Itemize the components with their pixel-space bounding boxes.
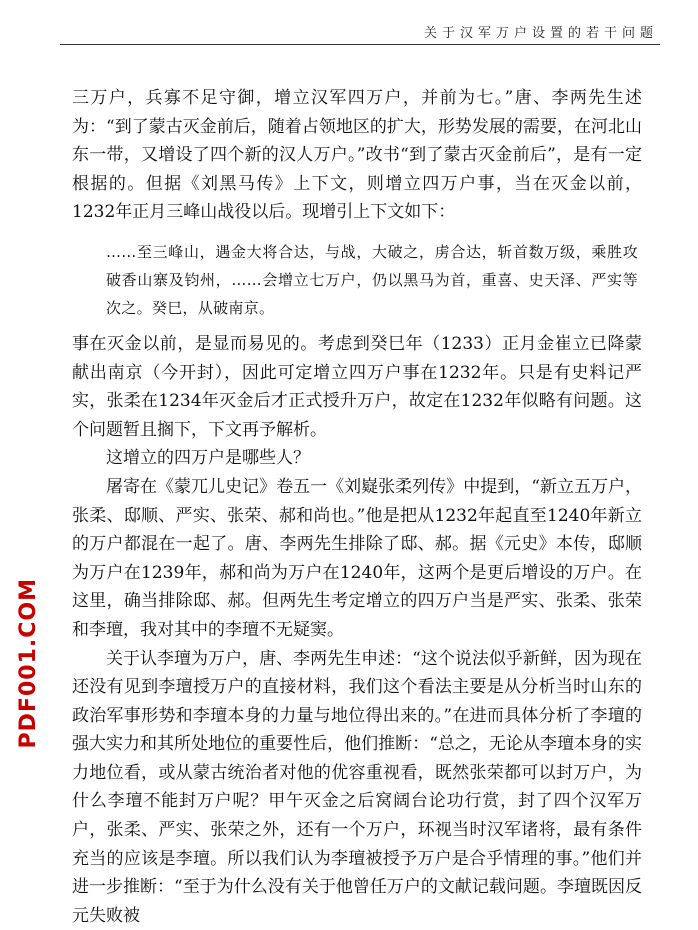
paragraph-li-tan: 关于认李璮为万户，唐、李两先生申述：“这个说法似乎新鲜，因为现在还没有见到李璮授万户的直接材料，我们这个看法主要是从分析当时山东的政治军事形势和李璮本身的力量与地位得出来的。”在进而具体分析了李璮的强大实力和其所处地位的重要性后，他们推断：“总之，无论从李璮本身的实力地位看，或从蒙古统治者对他的优容重视看，既然张荣都可以封万户，为什么李璮不能封万户呢？甲午灭金之后窝阔台论功行赏，封了四个汉军万户，张柔、严实、张荣之外，还有一个万户，环视当时汉军诸将，最有条件充当的应该是李璮。所以我们认为李璮被授予万户是合乎情理的事。”他们并进一步推断：“至于为什么没有关于他曾任万户的文献记载问题。李璮既因反元失败被	[72, 645, 642, 930]
paragraph-tuji: 屠寄在《蒙兀儿史记》卷五一《刘嶷张柔列传》中提到，“新立五万户，张柔、邸顺、严实、张荣、郝和尚也。”他是把从1232年起直至1240年新立的万户都混在一起了。唐、李两先生排除了邸、郝。据《元史》本传，邸顺为万户在1239年，郝和尚为万户在1240年，这两个是更后增设的万户。在这里，确当排除邸、郝。但两先生考定增立的四万户当是严实、张柔、张荣和李璮，我对其中的李璮不无疑窦。	[72, 473, 642, 645]
block-quote: ……至三峰山，遇金大将合达，与战，大破之，虏合达，斩首数万级，乘胜攻破香山寨及钧州，……会增立七万户，仍以黑马为首，重喜、史天泽、严实等次之。癸巳，从破南京。	[72, 238, 638, 322]
watermark-logo: PDF001.COM	[16, 578, 46, 748]
paragraph-question: 这增立的四万户是哪些人？	[72, 444, 642, 473]
page-body	[72, 84, 642, 930]
paragraph-continued: 三万户，兵寡不足守御，增立汉军四万户，并前为七。”唐、李两先生述为：“到了蒙古灭金前后，随着占领地区的扩大，形势发展的需要，在河北山东一带，又增设了四个新的汉人万户。”改书“到了蒙古灭金前后”，是有一定根据的。但据《刘黑马传》上下文，则增立四万户事，当在灭金以前，1232年正月三峰山战役以后。现增引上下文如下：	[72, 84, 642, 227]
running-head: 关于汉军万户设置的若干问题	[424, 22, 658, 41]
paragraph-after-quote: 事在灭金以前，是显而易见的。考虑到癸巳年（1233）正月金崔立已降蒙献出南京（今开封），因此可定增立四万户事在1232年。只是有史料记严实，张柔在1234年灭金后才正式授升万户，故定在1232年似略有问题。这个问题暂且搁下，下文再予解析。	[72, 330, 642, 444]
header-rule	[60, 44, 660, 45]
